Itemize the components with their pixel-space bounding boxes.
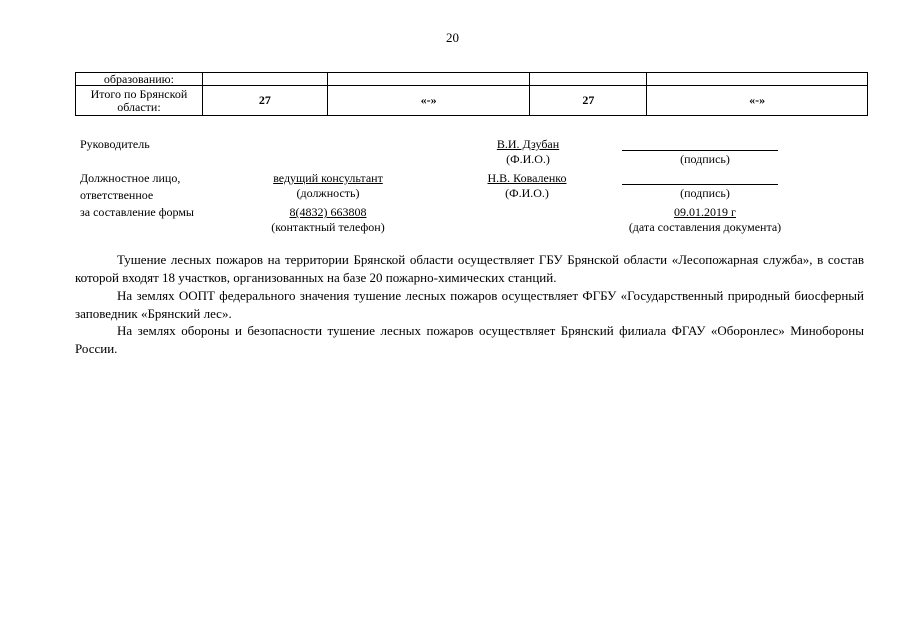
summary-table [75,72,868,116]
table-row-total [76,86,868,116]
table-cell [530,73,647,86]
total-value-4: «-» [647,86,868,116]
total-value-2: «-» [327,86,530,116]
prev-row-label: образованию: [76,73,203,86]
official-label-line1: Должностное лицо, [80,171,181,185]
total-row-label [76,86,203,116]
total-label-line1: Итого по Брянской [90,86,188,101]
document-date: 09.01.2019 г [674,205,736,219]
total-value-3: 27 [530,86,647,116]
total-label-line2: области: [117,99,161,114]
paragraph-reserve: На землях ООПТ федерального значения тушение лесных пожаров осуществляет ФГБУ «Государственный природный биосферный заповедник «Брянский лес». [75,288,864,321]
official-label-line2: ответственное [80,188,154,202]
table-cell [202,73,327,86]
signature-line-2 [622,184,778,185]
fio-caption-1: (Ф.И.О.) [506,152,550,166]
official-position: ведущий консультант [273,171,383,185]
table-cell [327,73,530,86]
head-name: В.И. Дзубан [496,137,560,151]
paragraph-defense-lands: На землях обороны и безопасности тушение лесных пожаров осуществляет Брянский филиала ФГАУ «Оборонлес» Минобороны России. [75,323,864,356]
table-row-prev [76,73,868,86]
paragraph-fire-service: Тушение лесных пожаров на территории Брянской области осуществляет ГБУ Брянской области «Лесопожарная служба», в состав которой входят 18 участков, организованных на базе 20 пожарно-химических станций. [75,252,864,285]
official-name: Н.В. Коваленко [487,171,567,185]
position-caption: (должность) [296,186,360,200]
signature-line-1 [622,150,778,151]
table-cell [647,73,868,86]
date-caption: (дата составления документа) [628,220,782,234]
signature-caption-1: (подпись) [680,152,730,166]
page-number: 20 [446,30,459,45]
total-value-1: 27 [202,86,327,116]
head-label: Руководитель [80,137,150,151]
contact-phone: 8(4832) 663808 [289,205,367,219]
official-label-line3: за составление формы [80,205,194,219]
signature-caption-2: (подпись) [680,186,730,200]
phone-caption: (контактный телефон) [271,220,385,234]
fio-caption-2: (Ф.И.О.) [505,186,549,200]
